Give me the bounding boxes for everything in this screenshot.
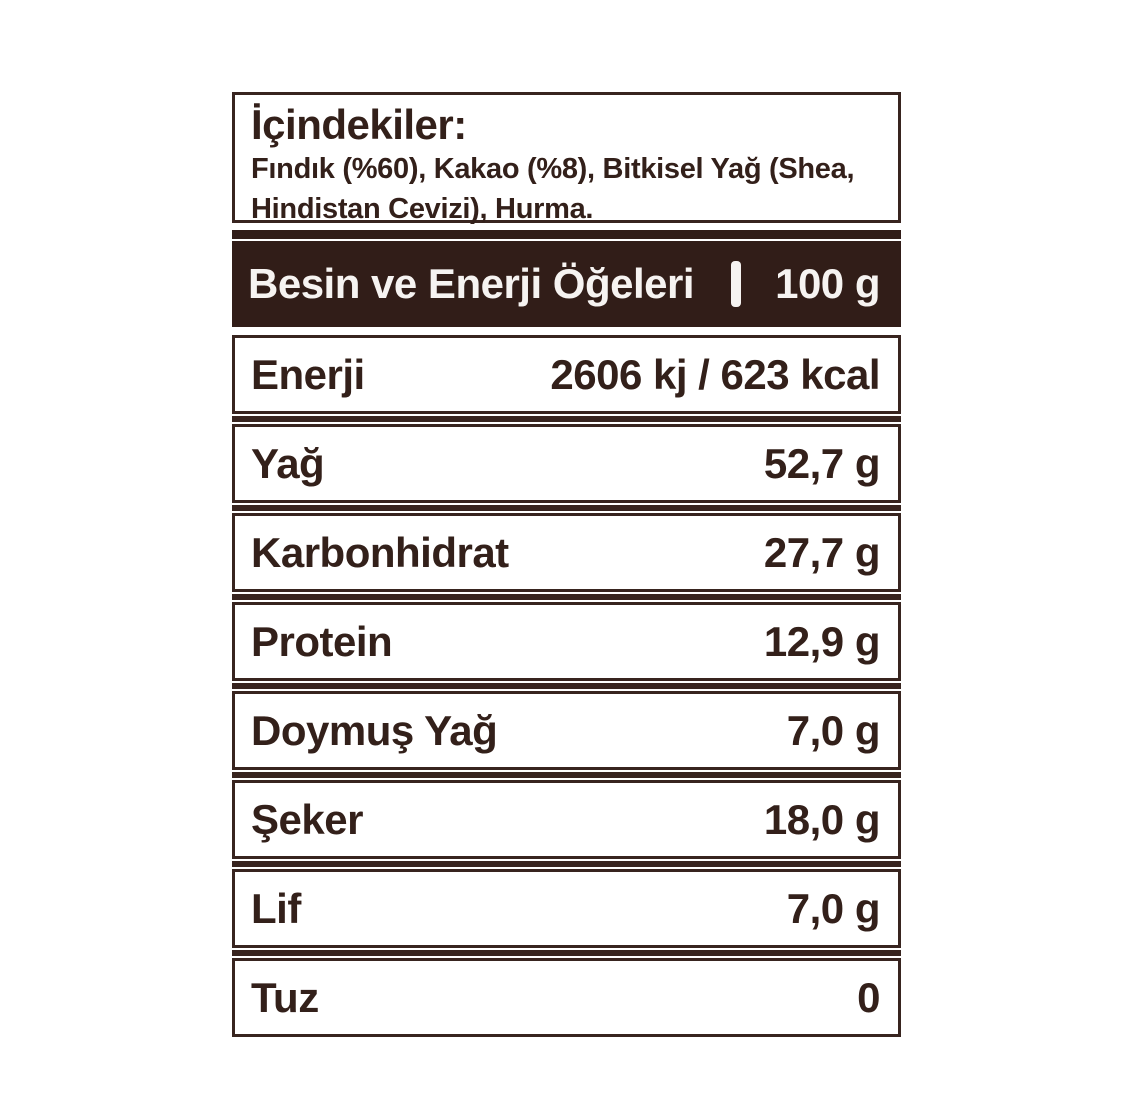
vertical-divider (731, 261, 741, 307)
row-value: 52,7 g (763, 439, 880, 487)
row-label: Enerji (251, 350, 365, 398)
ingredients-title: İçindekiler: (251, 101, 467, 148)
row-value: 0 (857, 973, 880, 1021)
row-separator (232, 861, 901, 867)
row-label: Doymuş Yağ (251, 706, 498, 754)
row-label: Şeker (251, 795, 363, 843)
table-row (232, 691, 901, 770)
row-value: 12,9 g (763, 617, 880, 665)
table-row (232, 958, 901, 1037)
row-separator (232, 505, 901, 511)
row-separator (232, 683, 901, 689)
row-label: Karbonhidrat (251, 528, 509, 576)
row-value: 2606 kj / 623 kcal (550, 350, 880, 398)
nutrition-table-header (232, 241, 901, 327)
row-value: 7,0 g (786, 884, 880, 932)
row-separator (232, 416, 901, 422)
table-header-title: Besin ve Enerji Öğeleri (248, 260, 695, 307)
divider-bar (232, 230, 901, 239)
row-label: Yağ (251, 439, 325, 487)
nutrition-label (232, 92, 901, 1037)
ingredients-text: Fındık (%60), Kakao (%8), Bitkisel Yağ (Shea, Hindistan Cevizi), Hurma. (251, 153, 855, 226)
row-separator (232, 594, 901, 600)
nutrition-rows (232, 335, 901, 1037)
serving-size: 100 g (775, 260, 880, 307)
table-row (232, 602, 901, 681)
row-label: Lif (251, 884, 301, 932)
row-separator (232, 772, 901, 778)
table-row (232, 780, 901, 859)
row-value: 7,0 g (786, 706, 880, 754)
row-label: Protein (251, 617, 393, 665)
ingredients-box (232, 92, 901, 226)
row-label: Tuz (251, 973, 319, 1021)
table-row (232, 513, 901, 592)
table-row (232, 869, 901, 948)
row-value: 18,0 g (763, 795, 880, 843)
table-row (232, 335, 901, 414)
row-value: 27,7 g (763, 528, 880, 576)
row-separator (232, 950, 901, 956)
table-row (232, 424, 901, 503)
